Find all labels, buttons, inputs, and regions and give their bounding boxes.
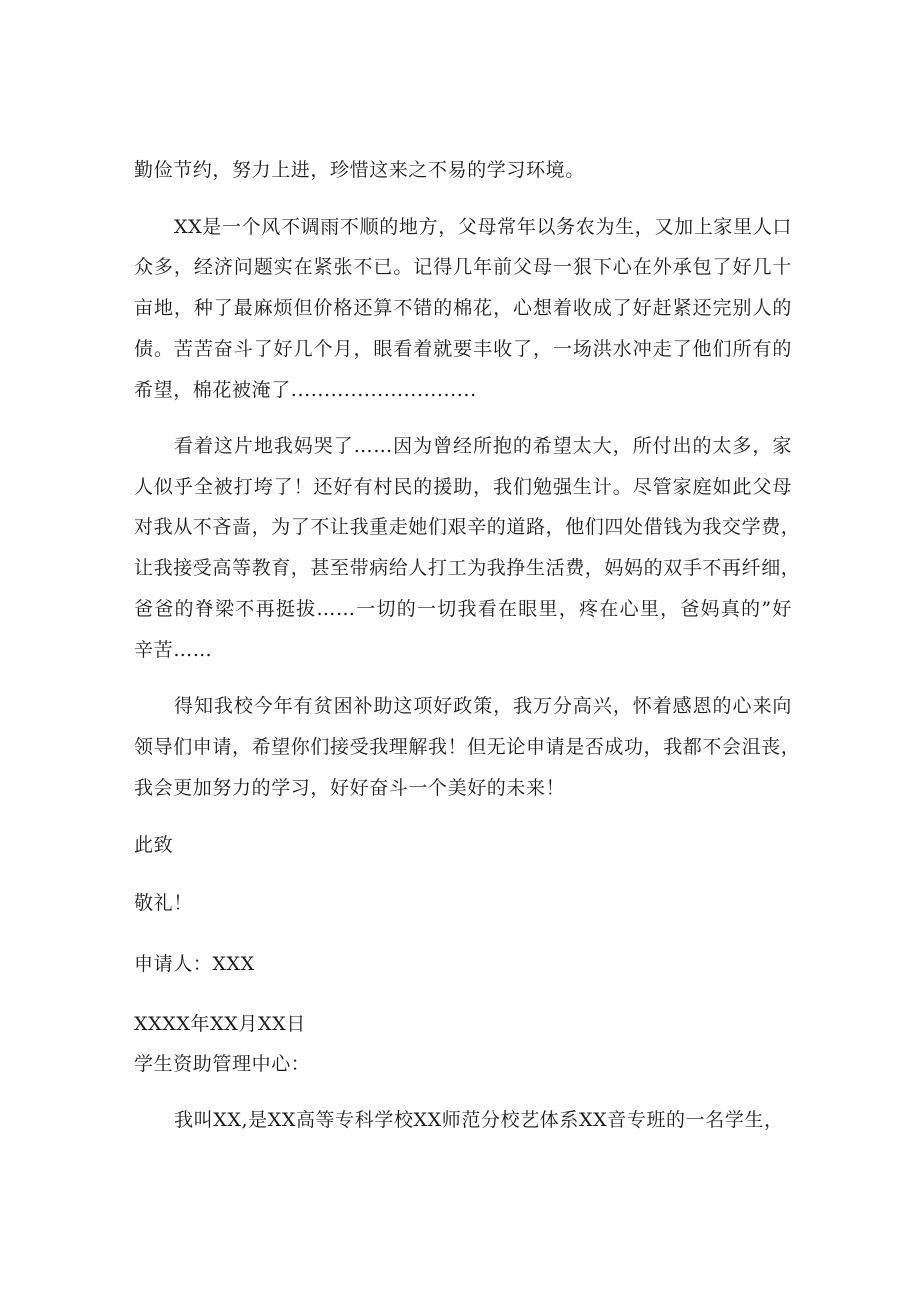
- letter-date: XXXX年XX月XX日: [134, 1013, 306, 1035]
- paragraph-line: [174, 434, 792, 458]
- applicant-signature: 申请人：XXX: [134, 953, 255, 975]
- paragraph-line-text: 爸爸的脊梁不再挺拔……一切的一切我看在眼里，疼在心里，爸妈真的”好: [134, 598, 792, 620]
- paragraph-line-text: 得知我校今年有贫困补助这项好政策，我万分高兴，怀着感恩的心来向: [174, 695, 792, 717]
- paragraph-line: [174, 694, 792, 718]
- paragraph-line-text: 对我从不吝啬，为了不让我重走她们艰辛的道路，他们四处借钱为我交学费，: [134, 516, 801, 538]
- paragraph-line: [134, 337, 792, 361]
- paragraph-line: [134, 556, 801, 580]
- paragraph-line: [134, 597, 792, 621]
- paragraph-line: [134, 475, 792, 499]
- closing-salutation: 此致: [134, 834, 174, 856]
- paragraph-line-text: 人似乎全被打垮了！还好有村民的援助，我们勉强生计。尽管家庭如此父母: [134, 476, 792, 498]
- paragraph-line: [134, 255, 792, 279]
- paragraph-line-text: 让我接受高等教育，甚至带病给人打工为我挣生活费，妈妈的双手不再纤细，: [134, 557, 801, 579]
- paragraph-line: 我会更加努力的学习，好好奋斗一个美好的未来！: [134, 777, 566, 799]
- paragraph-line-text: 亩地，种了最麻烦但价格还算不错的棉花，心想着收成了好赶紧还完别人的: [134, 297, 792, 319]
- paragraph-line: 希望，棉花被淹了............................: [134, 379, 477, 401]
- paragraph-line-text: XX是一个风不调雨不顺的地方，父母常年以务农为生，又加上家里人口: [174, 216, 792, 238]
- paragraph-line: [174, 215, 792, 239]
- closing-regards: 敬礼！: [134, 892, 193, 914]
- paragraph-line-text: 领导们申请，希望你们接受我理解我！但无论申请是否成功，我都不会沮丧，: [134, 736, 801, 758]
- paragraph-line-text: 看着这片地我妈哭了……因为曾经所抱的希望太大，所付出的太多，家: [174, 435, 792, 457]
- paragraph-line: [134, 296, 792, 320]
- paragraph-line: 辛苦……: [134, 639, 213, 661]
- paragraph-line: [134, 735, 801, 759]
- paragraph-line: [134, 515, 801, 539]
- paragraph-line: 我叫XX,是XX高等专科学校XX师范分校艺体系XX音专班的一名学生，: [174, 1109, 784, 1131]
- paragraph-line-text: 众多，经济问题实在紧张不已。记得几年前父母一狠下心在外承包了好几十: [134, 256, 792, 278]
- paragraph-line-text: 债。苦苦奋斗了好几个月，眼看着就要丰收了，一场洪水冲走了他们所有的: [134, 338, 792, 360]
- addressee: 学生资助管理中心：: [134, 1053, 311, 1075]
- paragraph-line: 勤俭节约，努力上进，珍惜这来之不易的学习环境。: [134, 159, 585, 181]
